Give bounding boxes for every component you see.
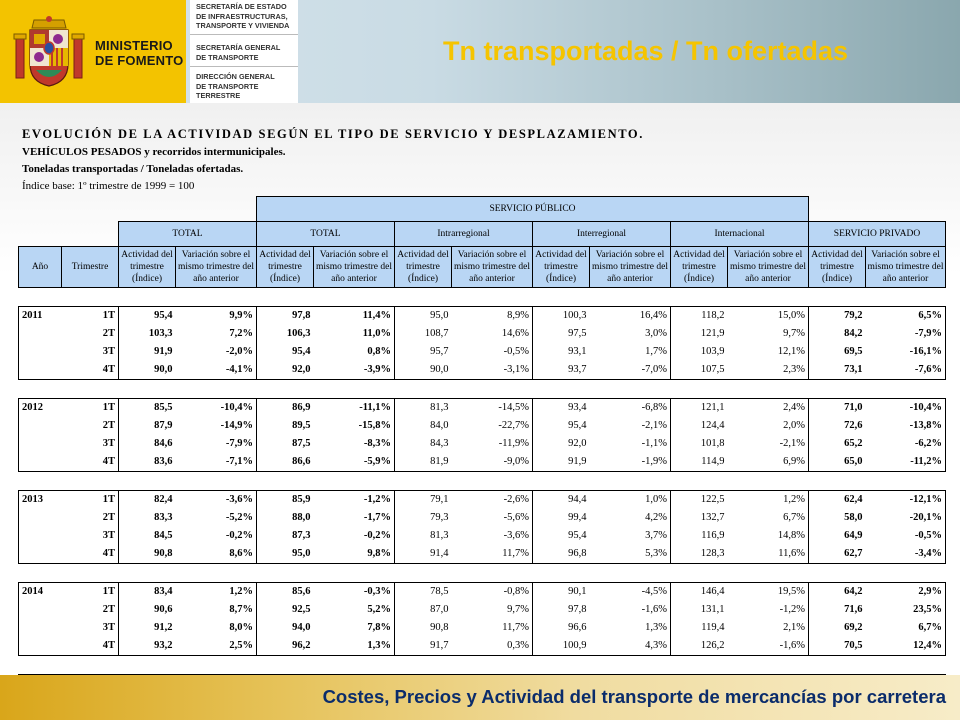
cell-activity: 95,4 <box>119 307 176 326</box>
cell-variation: -11,2% <box>866 453 946 472</box>
cell-activity: 84,3 <box>395 435 452 453</box>
cell-activity: 79,1 <box>395 491 452 510</box>
cell-variation: 3,7% <box>645 530 667 541</box>
cell-year <box>19 417 62 435</box>
cell-quarter: 1T <box>62 307 119 326</box>
cell-variation: 8,6% <box>176 545 257 564</box>
cell-activity: 90,8 <box>119 545 176 564</box>
cell-variation: -2,1% <box>641 420 667 431</box>
col-header-variation: Variación sobre el mismo trimestre del año anterior <box>728 247 809 288</box>
cell-activity: 91,9 <box>533 453 590 472</box>
cell-year <box>19 325 62 343</box>
cell-activity: 62,7 <box>809 545 866 564</box>
table-row <box>19 619 946 637</box>
cell-variation: -1,2% <box>314 491 395 510</box>
cell-variation: 2,9% <box>866 583 946 602</box>
cell-quarter: 2T <box>102 604 115 615</box>
cell-quarter: 2T <box>102 512 115 523</box>
cell-activity: 96,2 <box>257 637 314 656</box>
ministry-name-line-2: DE FOMENTO <box>95 53 184 68</box>
group-header-total: TOTAL <box>119 222 257 247</box>
cell-variation: 11,7% <box>452 545 533 564</box>
cell-activity: 81,3 <box>395 527 452 545</box>
cell-activity: 84,2 <box>809 325 866 343</box>
cell-variation: -1,9% <box>590 453 671 472</box>
cell-activity: 128,3 <box>671 545 728 564</box>
table-row <box>19 417 946 435</box>
cell-variation: 2,3% <box>728 361 809 380</box>
cell-variation: 9,9% <box>176 307 257 326</box>
cell-activity: 124,4 <box>671 417 728 435</box>
cell-year <box>19 545 62 564</box>
cell-activity: 92,5 <box>257 601 314 619</box>
cell-year: 2011 <box>19 307 62 326</box>
document-subtitle-index: Índice base: 1º trimestre de 1999 = 100 <box>22 180 195 192</box>
cell-variation: -0,2% <box>225 530 253 541</box>
cell-activity: 114,9 <box>671 453 728 472</box>
cell-activity: 103,3 <box>119 325 176 343</box>
cell-activity: 92,0 <box>533 435 590 453</box>
cell-variation: -14,9% <box>220 420 253 431</box>
cell-year: 2014 <box>19 583 62 602</box>
cell-activity: 126,2 <box>671 637 728 656</box>
cell-variation: -3,6% <box>503 530 529 541</box>
cell-activity: 103,9 <box>671 343 728 361</box>
cell-variation: 0,8% <box>367 346 391 357</box>
document-title: EVOLUCIÓN DE LA ACTIVIDAD SEGÚN EL TIPO DE SERVICIO Y DESPLAZAMIENTO. <box>22 127 644 141</box>
col-header-variation: Variación sobre el mismo trimestre del año anterior <box>452 247 533 288</box>
cell-activity: 72,6 <box>809 417 866 435</box>
cell-variation: 9,7% <box>783 328 805 339</box>
cell-activity: 91,4 <box>395 545 452 564</box>
cell-activity: 70,5 <box>809 637 866 656</box>
cell-activity: 96,8 <box>533 545 590 564</box>
cell-activity: 106,3 <box>257 325 314 343</box>
divider <box>190 66 298 67</box>
cell-variation: -5,2% <box>225 512 253 523</box>
cell-activity: 58,0 <box>809 509 866 527</box>
slide-header <box>0 0 960 103</box>
cell-activity: 86,9 <box>257 399 314 418</box>
cell-variation: 23,5% <box>866 601 946 619</box>
cell-variation: 1,0% <box>590 491 671 510</box>
cell-activity: 78,5 <box>395 583 452 602</box>
table-row <box>19 343 946 361</box>
cell-variation: -5,9% <box>314 453 395 472</box>
document-subtitle-vehicles: VEHÍCULOS PESADOS y recorridos intermunicipales. <box>22 146 286 158</box>
cell-quarter: 3T <box>102 622 115 633</box>
group-header-internacional: Internacional <box>671 222 809 247</box>
cell-activity: 81,9 <box>395 453 452 472</box>
cell-activity: 79,3 <box>395 509 452 527</box>
divider <box>190 34 298 35</box>
cell-variation: 19,5% <box>728 583 809 602</box>
cell-variation: -2,0% <box>225 346 253 357</box>
cell-activity: 71,6 <box>809 601 866 619</box>
cell-activity: 62,4 <box>809 491 866 510</box>
slide-content <box>0 103 960 675</box>
cell-activity: 91,2 <box>119 619 176 637</box>
slide-footer <box>0 675 960 720</box>
cell-variation: 11,7% <box>502 622 529 633</box>
cell-quarter: 4T <box>62 361 119 380</box>
cell-activity: 86,6 <box>257 453 314 472</box>
ministry-name <box>95 38 183 68</box>
cell-variation: 8,0% <box>229 622 253 633</box>
cell-variation: 11,0% <box>362 328 391 339</box>
cell-variation: -7,9% <box>866 325 946 343</box>
cell-variation: -16,1% <box>866 343 946 361</box>
cell-variation: 8,7% <box>229 604 253 615</box>
cell-year <box>19 343 62 361</box>
cell-activity: 85,6 <box>257 583 314 602</box>
cell-variation: 6,5% <box>866 307 946 326</box>
cell-variation: -20,1% <box>866 509 946 527</box>
cell-activity: 95,0 <box>395 307 452 326</box>
cell-year: 2012 <box>19 399 62 418</box>
cell-variation: 7,8% <box>367 622 391 633</box>
cell-year <box>19 361 62 380</box>
cell-variation: -2,6% <box>452 491 533 510</box>
cell-variation: -1,6% <box>641 604 667 615</box>
cell-variation: 7,2% <box>229 328 253 339</box>
cell-activity: 93,1 <box>533 343 590 361</box>
cell-variation: -0,5% <box>503 346 529 357</box>
cell-variation: -10,4% <box>866 399 946 418</box>
cell-variation: -3,6% <box>176 491 257 510</box>
cell-variation: 11,6% <box>728 545 809 564</box>
cell-variation: 14,6% <box>501 328 529 339</box>
cell-activity: 91,9 <box>119 343 176 361</box>
cell-variation: -3,4% <box>866 545 946 564</box>
cell-quarter: 3T <box>102 346 115 357</box>
col-header-activity: Actividad del trimestre (Índice) <box>395 247 452 288</box>
cell-variation: -7,6% <box>866 361 946 380</box>
col-header-activity: Actividad del trimestre (Índice) <box>809 247 866 288</box>
cell-variation: -1,1% <box>641 438 667 449</box>
cell-activity: 91,7 <box>395 637 452 656</box>
cell-variation: -13,8% <box>866 417 946 435</box>
col-header-quarter: Trimestre <box>62 247 119 288</box>
cell-activity: 83,4 <box>119 583 176 602</box>
cell-activity: 87,9 <box>119 417 176 435</box>
cell-activity: 90,0 <box>395 361 452 380</box>
table-row <box>19 601 946 619</box>
ministry-name-line-1: MINISTERIO <box>95 38 173 53</box>
cell-variation: -0,2% <box>363 530 391 541</box>
cell-activity: 95,7 <box>395 343 452 361</box>
cell-activity: 83,3 <box>119 509 176 527</box>
cell-quarter: 2T <box>102 328 115 339</box>
cell-quarter: 4T <box>62 453 119 472</box>
cell-variation: 12,1% <box>777 346 805 357</box>
cell-variation: -0,3% <box>314 583 395 602</box>
cell-activity: 81,3 <box>395 399 452 418</box>
cell-activity: 85,5 <box>119 399 176 418</box>
cell-variation: -8,3% <box>363 438 391 449</box>
col-header-variation: Variación sobre el mismo trimestre del año anterior <box>176 247 257 288</box>
col-header-activity: Actividad del trimestre (Índice) <box>671 247 728 288</box>
cell-activity: 84,0 <box>395 417 452 435</box>
cell-variation: -1,2% <box>779 604 805 615</box>
cell-year <box>19 637 62 656</box>
cell-variation: 0,3% <box>452 637 533 656</box>
cell-activity: 107,5 <box>671 361 728 380</box>
cell-activity: 69,2 <box>809 619 866 637</box>
cell-variation: -10,4% <box>176 399 257 418</box>
cell-activity: 93,2 <box>119 637 176 656</box>
col-header-variation: Variación sobre el mismo trimestre del año anterior <box>314 247 395 288</box>
cell-variation: -4,5% <box>590 583 671 602</box>
cell-variation: 12,4% <box>866 637 946 656</box>
cell-activity: 71,0 <box>809 399 866 418</box>
cell-activity: 94,4 <box>533 491 590 510</box>
table-row <box>19 361 946 380</box>
cell-activity: 89,5 <box>257 417 314 435</box>
cell-activity: 99,4 <box>533 509 590 527</box>
cell-quarter: 1T <box>62 399 119 418</box>
cell-variation: 6,9% <box>728 453 809 472</box>
cell-activity: 97,8 <box>533 601 590 619</box>
cell-activity: 132,7 <box>671 509 728 527</box>
cell-activity: 90,8 <box>395 619 452 637</box>
group-header-intrarregional: Intrarregional <box>395 222 533 247</box>
cell-year <box>19 453 62 472</box>
cell-activity: 118,2 <box>671 307 728 326</box>
cell-variation: -3,9% <box>314 361 395 380</box>
cell-variation: -5,6% <box>503 512 529 523</box>
cell-variation: 1,7% <box>645 346 667 357</box>
cell-activity: 97,8 <box>257 307 314 326</box>
cell-activity: 87,3 <box>257 527 314 545</box>
table-row <box>19 453 946 472</box>
cell-activity: 90,0 <box>119 361 176 380</box>
cell-variation: 4,2% <box>645 512 667 523</box>
col-header-variation: Variación sobre el mismo trimestre del año anterior <box>590 247 671 288</box>
table-row <box>19 545 946 564</box>
col-header-variation: Variación sobre el mismo trimestre del año anterior <box>866 247 946 288</box>
cell-activity: 92,0 <box>257 361 314 380</box>
cell-variation: 5,3% <box>590 545 671 564</box>
cell-year: 2013 <box>19 491 62 510</box>
cell-activity: 69,5 <box>809 343 866 361</box>
cell-variation: -4,1% <box>176 361 257 380</box>
cell-activity: 88,0 <box>257 509 314 527</box>
cell-activity: 93,4 <box>533 399 590 418</box>
cell-variation: 5,2% <box>367 604 391 615</box>
cell-variation: 3,0% <box>645 328 667 339</box>
cell-variation: -7,0% <box>590 361 671 380</box>
cell-quarter: 3T <box>102 438 115 449</box>
cell-variation: -0,8% <box>452 583 533 602</box>
cell-activity: 101,8 <box>671 435 728 453</box>
cell-activity: 121,1 <box>671 399 728 418</box>
cell-variation: 9,8% <box>314 545 395 564</box>
cell-year <box>19 435 62 453</box>
dept-secretaria-general: SECRETARÍA GENERAL DE TRANSPORTE <box>196 43 281 62</box>
table-row <box>19 527 946 545</box>
header-servicio-publico: SERVICIO PÚBLICO <box>257 197 809 222</box>
cell-year <box>19 509 62 527</box>
cell-variation: -7,9% <box>225 438 253 449</box>
cell-activity: 64,9 <box>809 527 866 545</box>
cell-variation: -1,7% <box>363 512 391 523</box>
cell-quarter: 1T <box>62 491 119 510</box>
cell-variation: -11,1% <box>314 399 395 418</box>
cell-variation: -6,8% <box>590 399 671 418</box>
cell-variation: 1,2% <box>176 583 257 602</box>
cell-year <box>19 601 62 619</box>
cell-year <box>19 619 62 637</box>
cell-activity: 73,1 <box>809 361 866 380</box>
cell-variation: 4,3% <box>590 637 671 656</box>
cell-variation: -1,6% <box>728 637 809 656</box>
departments-panel <box>190 0 298 103</box>
col-header-activity: Actividad del trimestre (Índice) <box>533 247 590 288</box>
table-row <box>19 583 946 602</box>
group-header-servicio-privado: SERVICIO PRIVADO <box>809 222 946 247</box>
cell-variation: 1,2% <box>728 491 809 510</box>
cell-variation: -9,0% <box>452 453 533 472</box>
activity-table <box>18 196 946 694</box>
table-row <box>19 435 946 453</box>
cell-activity: 82,4 <box>119 491 176 510</box>
cell-variation: -3,1% <box>452 361 533 380</box>
table-row <box>19 491 946 510</box>
col-header-activity: Actividad del trimestre (Índice) <box>257 247 314 288</box>
cell-activity: 64,2 <box>809 583 866 602</box>
cell-variation: -2,1% <box>779 438 805 449</box>
cell-variation: 16,4% <box>590 307 671 326</box>
cell-quarter: 1T <box>62 583 119 602</box>
table-row <box>19 399 946 418</box>
cell-activity: 95,4 <box>533 527 590 545</box>
cell-activity: 85,9 <box>257 491 314 510</box>
cell-variation: 8,9% <box>452 307 533 326</box>
cell-quarter: 4T <box>62 637 119 656</box>
cell-activity: 65,0 <box>809 453 866 472</box>
slide-title: Tn transportadas / Tn ofertadas <box>443 36 849 66</box>
cell-variation: -14,5% <box>452 399 533 418</box>
group-header-total-publico: TOTAL <box>257 222 395 247</box>
cell-activity: 108,7 <box>395 325 452 343</box>
cell-variation: 2,1% <box>783 622 805 633</box>
coat-of-arms-icon <box>10 14 88 90</box>
cell-activity: 90,6 <box>119 601 176 619</box>
cell-variation: 2,5% <box>176 637 257 656</box>
group-header-interregional: Interregional <box>533 222 671 247</box>
cell-activity: 131,1 <box>671 601 728 619</box>
table-row <box>19 325 946 343</box>
table-row <box>19 509 946 527</box>
col-header-year: Año <box>19 247 62 288</box>
cell-variation: 14,8% <box>777 530 805 541</box>
cell-activity: 83,6 <box>119 453 176 472</box>
table-row <box>19 307 946 326</box>
cell-variation: -7,1% <box>176 453 257 472</box>
cell-variation: 15,0% <box>728 307 809 326</box>
cell-variation: -11,9% <box>498 438 529 449</box>
cell-variation: 6,7% <box>866 619 946 637</box>
cell-quarter: 4T <box>62 545 119 564</box>
cell-activity: 84,5 <box>119 527 176 545</box>
cell-quarter: 3T <box>102 530 115 541</box>
footer-text: Costes, Precios y Actividad del transporte de mercancías por carretera <box>322 686 946 707</box>
cell-activity: 97,5 <box>533 325 590 343</box>
cell-variation: 2,4% <box>728 399 809 418</box>
cell-variation: -15,8% <box>358 420 391 431</box>
cell-activity: 96,6 <box>533 619 590 637</box>
cell-variation: -6,2% <box>866 435 946 453</box>
cell-activity: 65,2 <box>809 435 866 453</box>
cell-activity: 95,0 <box>257 545 314 564</box>
cell-activity: 94,0 <box>257 619 314 637</box>
cell-activity: 146,4 <box>671 583 728 602</box>
cell-variation: 1,3% <box>645 622 667 633</box>
ministry-logo-block <box>0 0 186 103</box>
cell-activity: 100,9 <box>533 637 590 656</box>
cell-activity: 100,3 <box>533 307 590 326</box>
cell-activity: 90,1 <box>533 583 590 602</box>
cell-quarter: 2T <box>102 420 115 431</box>
cell-activity: 121,9 <box>671 325 728 343</box>
cell-year <box>19 527 62 545</box>
cell-activity: 93,7 <box>533 361 590 380</box>
document-subtitle-metric: Toneladas transportadas / Toneladas ofertadas. <box>22 163 244 175</box>
cell-variation: 6,7% <box>783 512 805 523</box>
cell-variation: -22,7% <box>498 420 529 431</box>
cell-activity: 79,2 <box>809 307 866 326</box>
cell-variation: 9,7% <box>507 604 529 615</box>
cell-activity: 116,9 <box>671 527 728 545</box>
table-row <box>19 637 946 656</box>
cell-activity: 122,5 <box>671 491 728 510</box>
cell-variation: -0,5% <box>866 527 946 545</box>
cell-variation: -12,1% <box>866 491 946 510</box>
cell-activity: 87,5 <box>257 435 314 453</box>
cell-variation: 2,0% <box>783 420 805 431</box>
cell-variation: 11,4% <box>314 307 395 326</box>
cell-activity: 119,4 <box>671 619 728 637</box>
cell-variation: 1,3% <box>314 637 395 656</box>
cell-activity: 87,0 <box>395 601 452 619</box>
dept-direccion-general: DIRECCIÓN GENERAL DE TRANSPORTE TERRESTRE <box>196 72 275 100</box>
col-header-activity: Actividad del trimestre (Índice) <box>119 247 176 288</box>
cell-activity: 95,4 <box>257 343 314 361</box>
dept-secretaria-estado: SECRETARÍA DE ESTADO DE INFRAESTRUCTURAS, TRANSPORTE Y VIVIENDA <box>196 2 290 30</box>
cell-activity: 84,6 <box>119 435 176 453</box>
cell-activity: 95,4 <box>533 417 590 435</box>
